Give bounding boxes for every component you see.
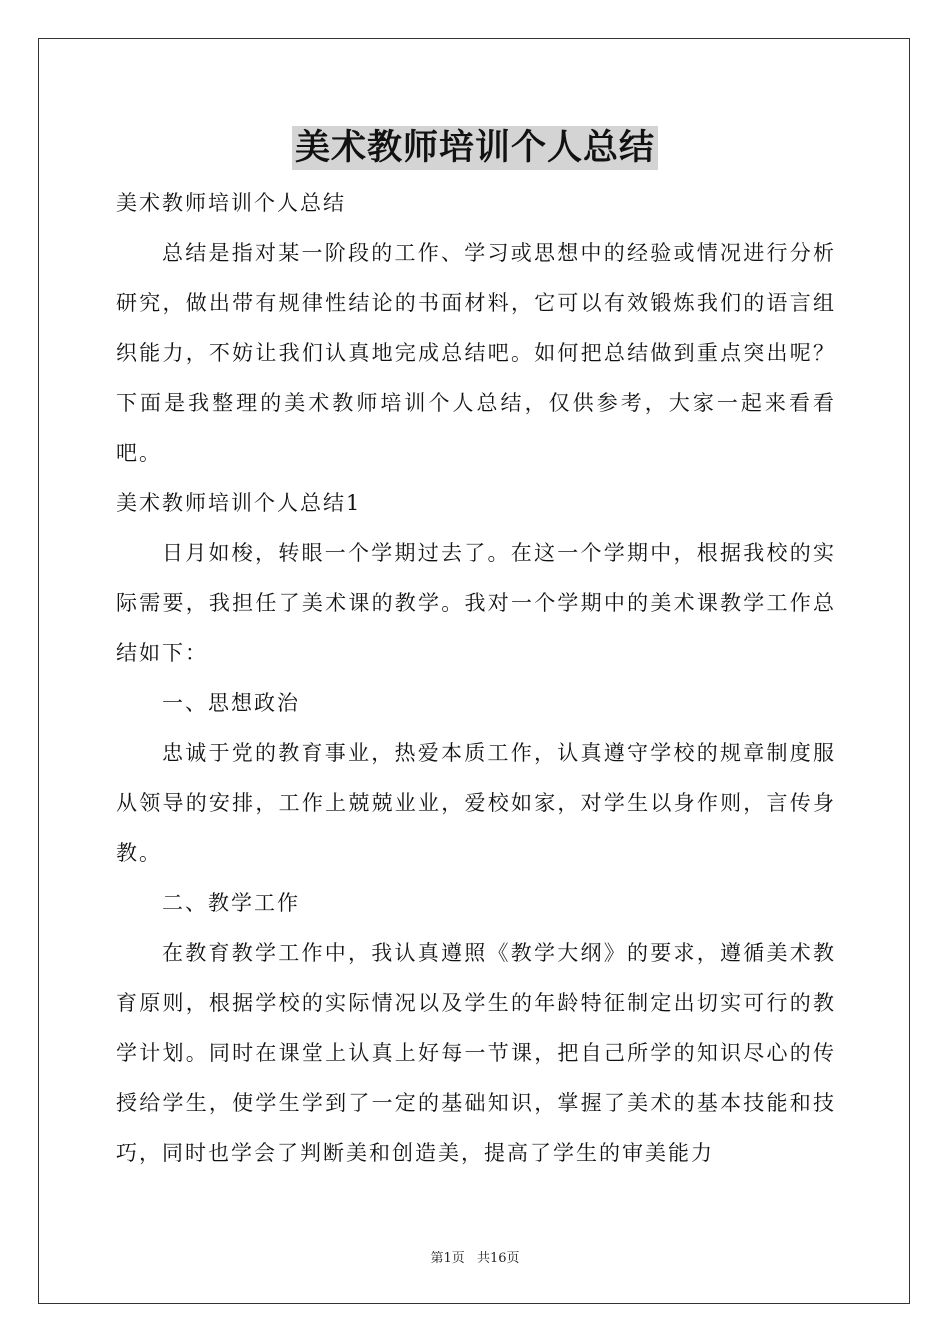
document-subtitle: 美术教师培训个人总结 [116,191,346,215]
page-total: 共16页 [476,1251,520,1266]
teaching-heading: 二、教学工作 [162,891,300,915]
page-number: 第1页 [430,1251,465,1266]
title-wrap [0,126,950,170]
politics-paragraph: 忠诚于党的教育事业，热爱本质工作，认真遵守学校的规章制度服从领导的安排，工作上兢兢业业，爱校如家，对学生以身作则，言传身教。 [116,741,836,865]
intro-paragraph: 总结是指对某一阶段的工作、学习或思想中的经验或情况进行分析研究，做出带有规律性结论的书面材料，它可以有效锻炼我们的语言组织能力，不妨让我们认真地完成总结吧。如何把总结做到重点突出呢？下面是我整理的美术教师培训个人总结，仅供参考，大家一起来看看吧。 [116,241,836,465]
section-heading: 美术教师培训个人总结1 [116,491,362,515]
section-paragraph: 日月如梭，转眼一个学期过去了。在这一个学期中，根据我校的实际需要，我担任了美术课的教学。我对一个学期中的美术课教学工作总结如下： [116,541,836,665]
politics-heading: 一、思想政治 [162,691,300,715]
document-title: 美术教师培训个人总结 [292,126,658,170]
page-footer [0,1247,950,1266]
teaching-paragraph: 在教育教学工作中，我认真遵照《教学大纲》的要求，遵循美术教育原则，根据学校的实际情况以及学生的年龄特征制定出切实可行的教学计划。同时在课堂上认真上好每一节课，把自己所学的知识尽心的传授给学生，使学生学到了一定的基础知识，掌握了美术的基本技能和技巧，同时也学会了判断美和创造美，提高了学生的审美能力 [116,941,836,1165]
document-body [116,178,836,1178]
